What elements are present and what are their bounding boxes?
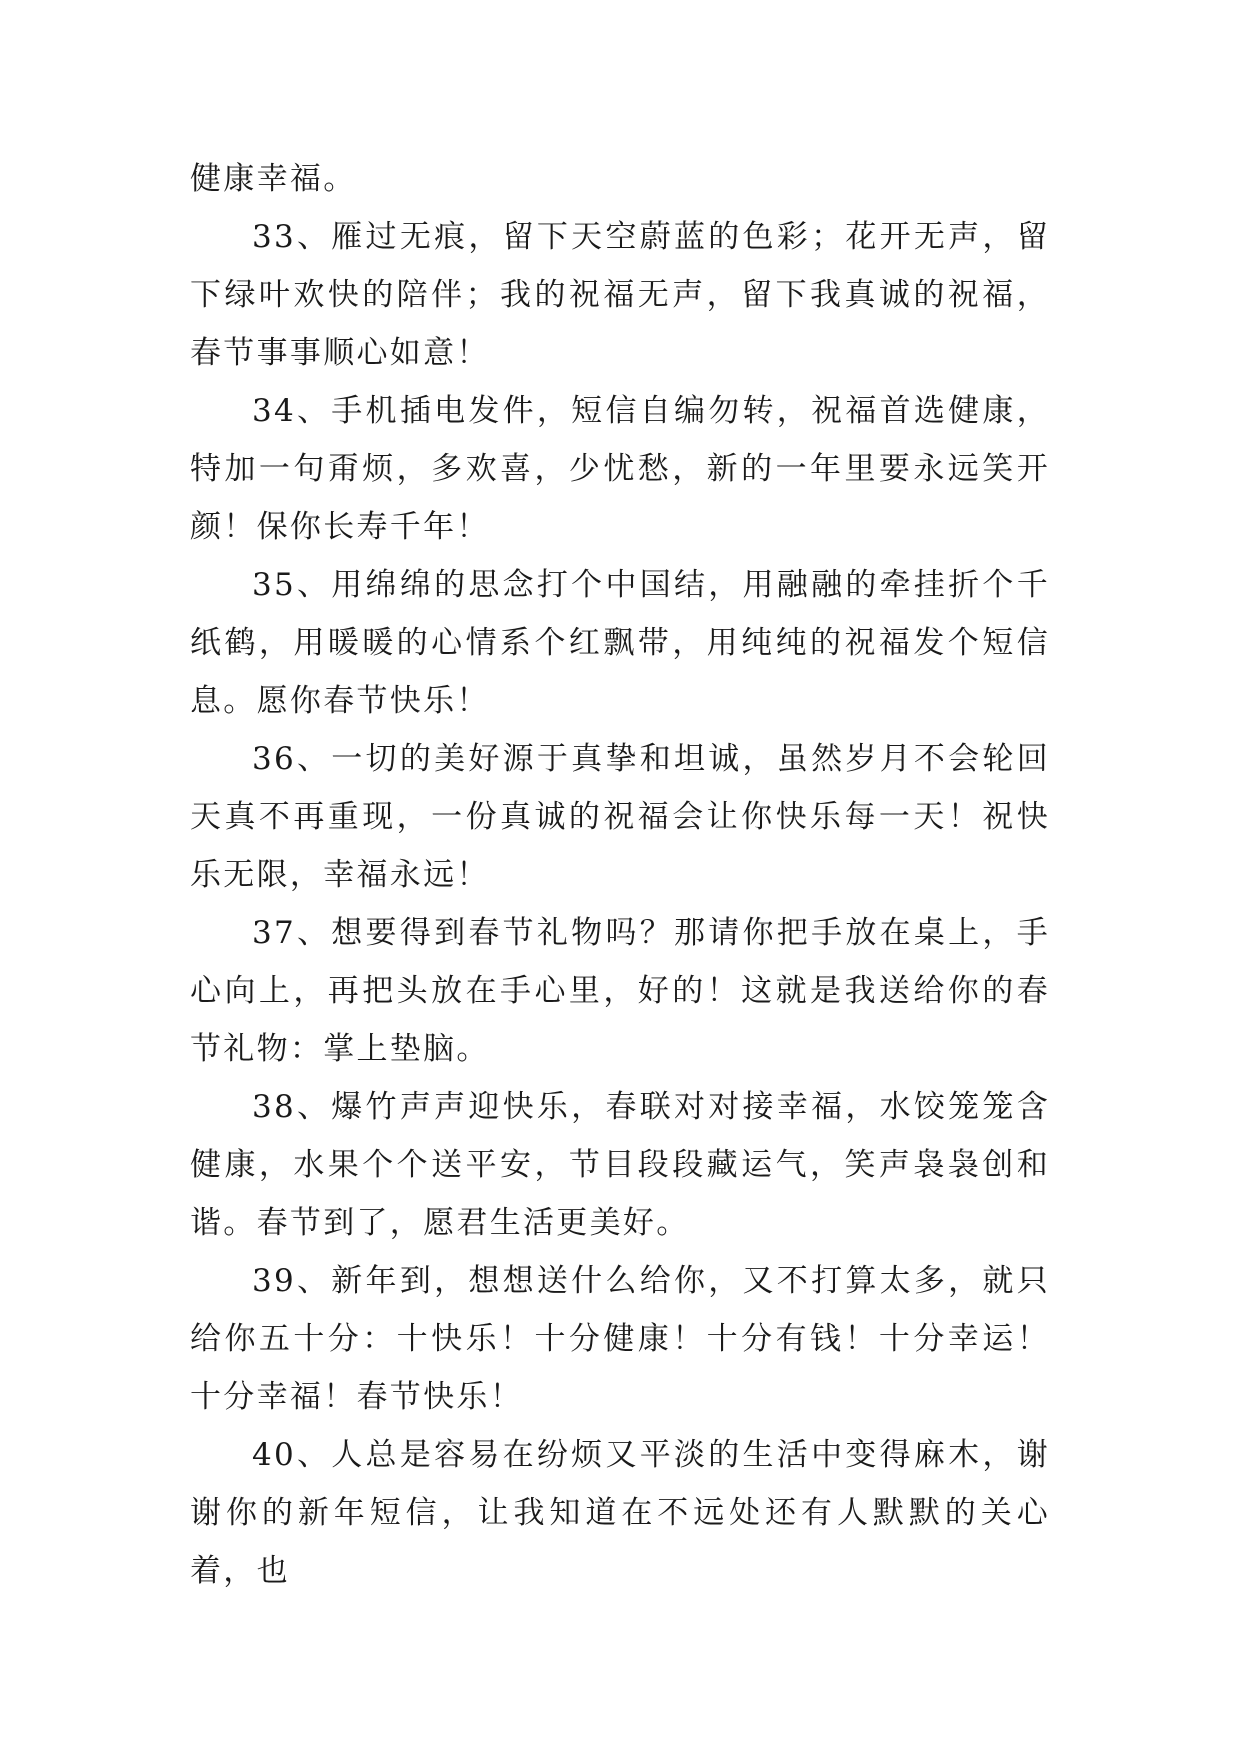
paragraph-38: 38、爆竹声声迎快乐，春联对对接幸福，水饺笼笼含健康，水果个个送平安，节目段段藏运气，笑声袅袅创和谐。春节到了，愿君生活更美好。 — [190, 1089, 1050, 1241]
paragraph-34: 34、手机插电发件，短信自编勿转，祝福首选健康，特加一句甭烦，多欢喜，少忧愁，新的一年里要永远笑开颜！保你长寿千年！ — [190, 393, 1050, 545]
document-body — [190, 150, 1050, 1600]
paragraph-33: 33、雁过无痕，留下天空蔚蓝的色彩；花开无声，留下绿叶欢快的陪伴；我的祝福无声，留下我真诚的祝福，春节事事顺心如意！ — [190, 219, 1050, 371]
paragraph-40: 40、人总是容易在纷烦又平淡的生活中变得麻木，谢谢你的新年短信，让我知道在不远处还有人默默的关心着，也 — [190, 1437, 1050, 1589]
paragraph-36: 36、一切的美好源于真挚和坦诚，虽然岁月不会轮回天真不再重现，一份真诚的祝福会让你快乐每一天！祝快乐无限，幸福永远！ — [190, 741, 1050, 893]
paragraph-39: 39、新年到，想想送什么给你，又不打算太多，就只给你五十分：十快乐！十分健康！十分有钱！十分幸运！十分幸福！春节快乐！ — [190, 1263, 1050, 1415]
paragraph-35: 35、用绵绵的思念打个中国结，用融融的牵挂折个千纸鹤，用暖暖的心情系个红飘带，用纯纯的祝福发个短信息。愿你春节快乐！ — [190, 567, 1050, 719]
paragraph-continuation: 健康幸福。 — [190, 161, 357, 197]
paragraph-37: 37、想要得到春节礼物吗？那请你把手放在桌上，手心向上，再把头放在手心里，好的！这就是我送给你的春节礼物：掌上垫脑。 — [190, 915, 1050, 1067]
